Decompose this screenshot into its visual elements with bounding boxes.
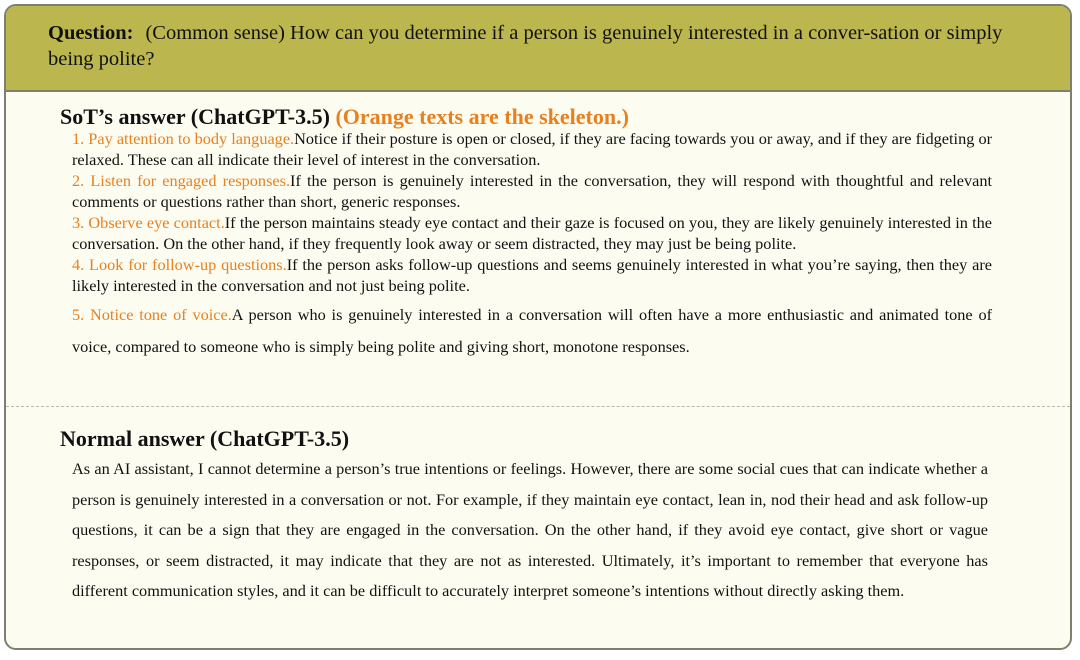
question <box>48 20 1048 72</box>
sot-point-2 <box>72 170 992 212</box>
normal-answer-text: As an AI assistant, I cannot determine a person’s true intentions or feelings. However, there are some social cues that can indicate whether a person is genuinely interested in a conversation or not. For example, if they maintain eye contact, lean in, nod their head and ask follow-up questions, it can be a sign that they are engaged in the conversation. On the other hand, if they avoid eye contact, give short or vague responses, or seem distracted, it may indicate that they are not as interested. Ultimately, it’s important to remember that everyone has different communication styles, and it can be difficult to accurately interpret someone’s intentions without directly asking them. <box>72 459 988 600</box>
sot-answer-heading <box>60 104 629 130</box>
example-box <box>4 4 1072 650</box>
point-detail: Notice if their posture is open or closed, if they are facing towards you or away, and if they are fidgeting or relaxed. These can all indicate their level of interest in the conversation. <box>72 129 992 169</box>
skeleton-text: 2. Listen for engaged responses. <box>72 171 291 190</box>
skeleton-text: 5. Notice tone of voice. <box>72 305 232 324</box>
point-detail: A person who is genuinely interested in a conversation will often have a more enthusiastic and animated tone of voice, compared to someone who is simply being polite and giving short, monotone responses. <box>72 305 993 356</box>
sot-answer-points <box>72 128 992 363</box>
question-label: Question: <box>48 22 134 44</box>
skeleton-text: 1. Pay attention to body language. <box>72 129 295 148</box>
sot-point-1 <box>72 128 992 170</box>
sot-point-4 <box>72 254 992 296</box>
point-detail: If the person maintains steady eye contact and their gaze is focused on you, they are likely genuinely interested in the conversation. On the other hand, if they frequently look away or seem distracted, they may just be being polite. <box>72 213 992 253</box>
question-header <box>6 6 1070 92</box>
sot-point-5 <box>72 299 992 363</box>
point-detail: If the person asks follow-up questions and seems genuinely interested in what you’re saying, then they are likely interested in the conversation and not just being polite. <box>72 255 992 295</box>
normal-answer-title: Normal answer (ChatGPT-3.5) <box>60 426 350 451</box>
skeleton-text: 3. Observe eye contact. <box>72 213 225 232</box>
dashed-divider <box>6 406 1070 407</box>
sot-point-3 <box>72 212 992 254</box>
skeleton-note: (Orange texts are the skeleton.) <box>335 104 629 129</box>
question-text: (Common sense) How can you determine if a person is genuinely interested in a conver-sation or simply being polite? <box>48 22 1003 70</box>
skeleton-text: 4. Look for follow-up questions. <box>72 255 287 274</box>
sot-answer-title: SoT’s answer (ChatGPT-3.5) <box>60 104 330 129</box>
point-detail: If the person is genuinely interested in the conversation, they will respond with thoughtful and relevant comments or questions rather than short, generic responses. <box>72 171 992 211</box>
